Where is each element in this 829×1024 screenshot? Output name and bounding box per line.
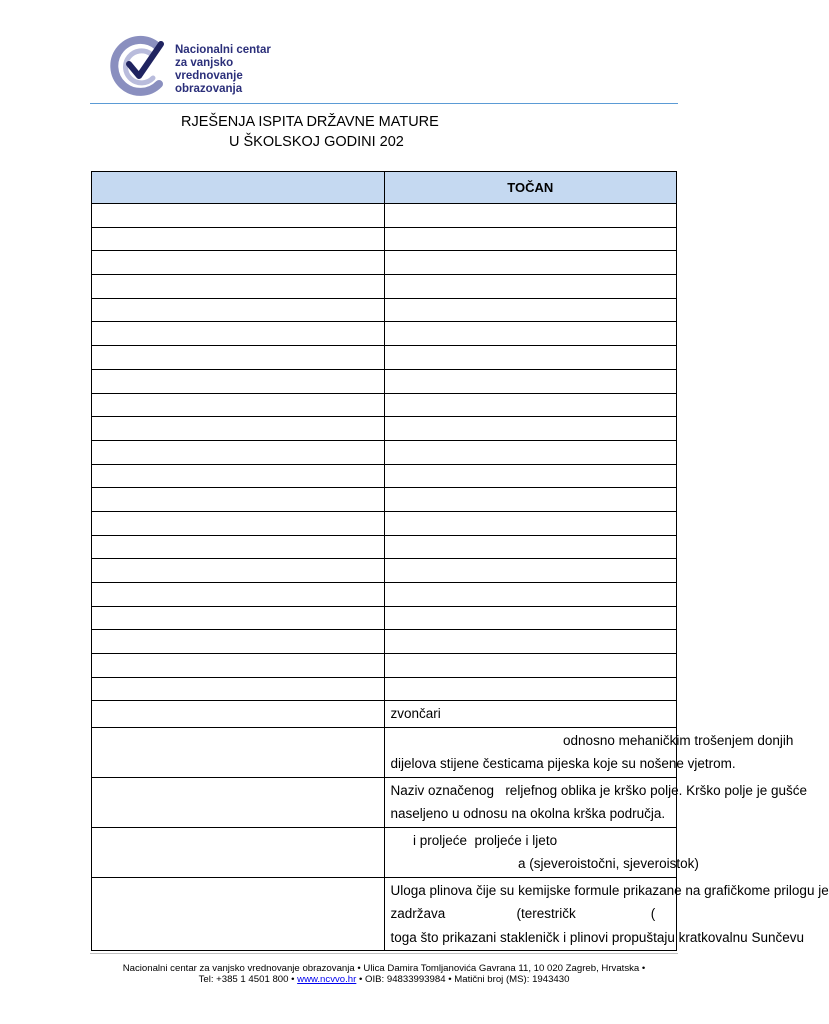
row-answer-cell bbox=[384, 440, 677, 464]
row-answer-cell bbox=[384, 393, 677, 417]
table-row bbox=[92, 204, 677, 228]
row-answer-cell bbox=[384, 369, 677, 393]
table-row bbox=[92, 322, 677, 346]
table-row bbox=[92, 440, 677, 464]
row-answer-cell bbox=[384, 488, 677, 512]
table-body bbox=[92, 204, 829, 951]
answer-text-line: dijelova stijene česticama pijeska koje su nošene vjetrom. bbox=[390, 756, 736, 772]
table-row bbox=[92, 654, 677, 678]
row-number-cell bbox=[92, 204, 385, 228]
table-row bbox=[92, 417, 677, 441]
table-row bbox=[92, 583, 677, 607]
row-answer-cell bbox=[384, 583, 677, 607]
row-number-cell bbox=[92, 559, 385, 583]
row-answer-cell bbox=[384, 275, 677, 299]
row-number-cell bbox=[92, 511, 385, 535]
row-number-cell bbox=[92, 630, 385, 654]
row-answer-cell bbox=[384, 777, 807, 827]
row-answer-cell bbox=[384, 511, 677, 535]
row-answer-cell bbox=[384, 204, 677, 228]
table-row bbox=[92, 511, 677, 535]
footer-line-2 bbox=[80, 974, 688, 985]
table-row bbox=[92, 369, 677, 393]
row-answer-cell bbox=[384, 654, 677, 678]
table-row bbox=[92, 275, 677, 299]
answer-text-line: i proljeće proljeće i ljeto bbox=[390, 832, 558, 848]
table-row bbox=[92, 559, 677, 583]
row-answer-cell bbox=[384, 298, 677, 322]
table-row bbox=[92, 727, 677, 777]
row-answer-cell bbox=[384, 535, 677, 559]
row-answer-cell bbox=[384, 630, 677, 654]
row-answer-cell bbox=[384, 877, 829, 951]
answer-text-line: Naziv označenog reljefnog oblika je krško polje. Krško polje je gušće bbox=[390, 782, 807, 798]
footer-ids: • OIB: 94833993984 • Matični broj (MS): 1943430 bbox=[356, 974, 570, 985]
answers-table bbox=[91, 171, 829, 951]
row-number-cell bbox=[92, 227, 385, 251]
row-answer-cell bbox=[384, 251, 677, 275]
row-number-cell bbox=[92, 583, 385, 607]
row-answer-cell bbox=[384, 727, 794, 777]
table-row bbox=[92, 606, 677, 630]
answer-text-line: toga što prikazani stakleničk i plinovi propuštaju kratkovalnu Sunčevu bbox=[390, 929, 804, 945]
table-row bbox=[92, 346, 677, 370]
answer-text-line: zadržava (terestričk ( bbox=[390, 906, 656, 922]
table-row bbox=[92, 677, 677, 701]
row-answer-cell bbox=[384, 417, 677, 441]
row-number-cell bbox=[92, 417, 385, 441]
table-row bbox=[92, 877, 677, 951]
logo-line: za vanjsko vrednovanje bbox=[175, 57, 243, 82]
row-number-cell bbox=[92, 535, 385, 559]
footer-phone: Tel: +385 1 4501 800 • bbox=[198, 974, 298, 985]
answer-text-line: odnosno mehaničkim trošenjem donjih bbox=[390, 732, 794, 748]
answer-text-line: naseljeno u odnosu na okolna krška područja. bbox=[390, 806, 666, 822]
document-title bbox=[181, 112, 439, 152]
table-row bbox=[92, 777, 677, 827]
row-number-cell bbox=[92, 701, 385, 728]
table-header-row bbox=[92, 172, 677, 204]
table-row bbox=[92, 251, 677, 275]
logo-mark-icon bbox=[107, 34, 171, 98]
page-footer bbox=[80, 963, 688, 985]
answer-text-line: zvončari bbox=[390, 706, 441, 722]
logo-text bbox=[175, 44, 297, 96]
row-answer-cell bbox=[384, 464, 677, 488]
row-number-cell bbox=[92, 346, 385, 370]
header-cell-correct: TOČAN bbox=[384, 172, 677, 204]
row-number-cell bbox=[92, 727, 385, 777]
table-row bbox=[92, 298, 677, 322]
header-cell-number bbox=[92, 172, 385, 204]
row-answer-cell bbox=[384, 677, 677, 701]
row-answer-cell bbox=[384, 559, 677, 583]
table-row bbox=[92, 701, 677, 728]
table-row bbox=[92, 393, 677, 417]
row-number-cell bbox=[92, 606, 385, 630]
table-row bbox=[92, 535, 677, 559]
row-number-cell bbox=[92, 677, 385, 701]
logo-line: Nacionalni centar bbox=[175, 44, 271, 56]
row-answer-cell bbox=[384, 227, 677, 251]
table-row bbox=[92, 464, 677, 488]
answer-text-line: a (sjeveroistočni, sjeveroistok) bbox=[390, 856, 699, 872]
row-answer-cell bbox=[384, 827, 699, 877]
row-number-cell bbox=[92, 654, 385, 678]
row-answer-cell bbox=[384, 322, 677, 346]
table-row bbox=[92, 227, 677, 251]
row-number-cell bbox=[92, 369, 385, 393]
footer-line-1: Nacionalni centar za vanjsko vrednovanje obrazovanja • Ulica Damira Tomljanovića Gavrana 11, 10 020 Zagreb, Hrvatska • bbox=[122, 963, 646, 974]
row-number-cell bbox=[92, 827, 385, 877]
row-answer-cell bbox=[384, 701, 677, 728]
row-answer-cell bbox=[384, 606, 677, 630]
table-row bbox=[92, 827, 677, 877]
row-number-cell bbox=[92, 275, 385, 299]
title-line-2: U ŠKOLSKOJ GODINI 202 bbox=[229, 134, 404, 150]
row-number-cell bbox=[92, 877, 385, 951]
row-number-cell bbox=[92, 464, 385, 488]
row-number-cell bbox=[92, 251, 385, 275]
answer-text-line: Uloga plinova čije su kemijske formule prikazane na grafičkome prilogu je bbox=[390, 882, 829, 898]
ncvvo-logo bbox=[107, 34, 297, 96]
row-number-cell bbox=[92, 393, 385, 417]
title-line-1: RJEŠENJA ISPITA DRŽAVNE MATURE bbox=[181, 114, 439, 130]
header-divider bbox=[90, 103, 678, 104]
logo-line: obrazovanja bbox=[175, 83, 243, 95]
footer-divider bbox=[90, 953, 678, 954]
website-link[interactable]: www.ncvvo.hr bbox=[297, 974, 357, 985]
row-number-cell bbox=[92, 777, 385, 827]
row-number-cell bbox=[92, 488, 385, 512]
table-row bbox=[92, 488, 677, 512]
row-number-cell bbox=[92, 440, 385, 464]
row-number-cell bbox=[92, 298, 385, 322]
row-number-cell bbox=[92, 322, 385, 346]
table-row bbox=[92, 630, 677, 654]
row-answer-cell bbox=[384, 346, 677, 370]
